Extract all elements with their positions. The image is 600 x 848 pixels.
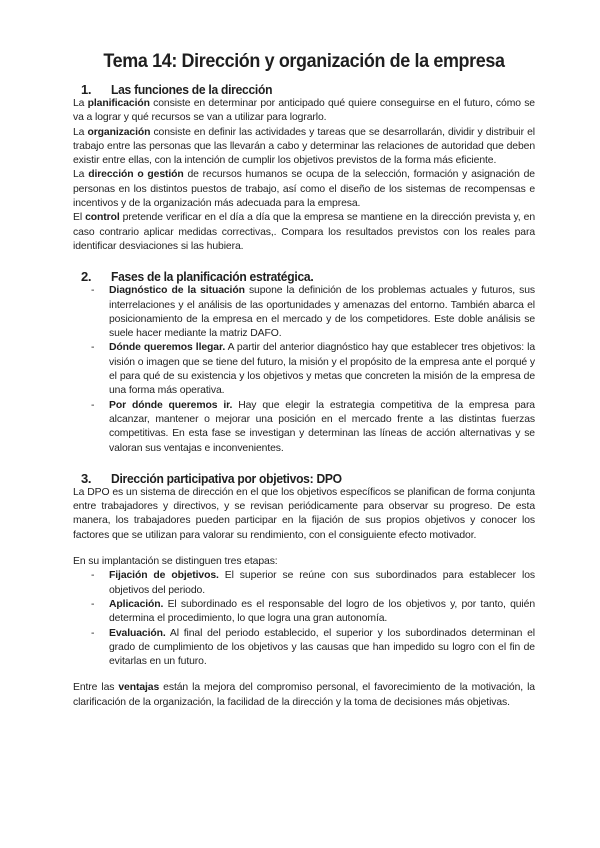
section-1-title: Las funciones de la dirección bbox=[111, 82, 273, 97]
list-item: - Aplicación. El subordinado es el responsable del logro de los objetivos y, por tanto, quién determina el procedimiento, lo que logra una gran autonomía. bbox=[91, 598, 535, 625]
paragraph-etapas: En su implantación se distinguen tres etapas: bbox=[73, 556, 278, 568]
paragraph-dpo: La DPO es un sistema de dirección en el que los objetivos específicos se planifican de forma conjunta entre trabajadores y directivos, y se revisan periódicamente para observar su progreso. De esta manera, los trabajadores pueden participar en la fijación de sus propios objetivos y conocer los factores que se utilizan para valorar su rendimiento, con el consiguiente efecto motivador. bbox=[73, 486, 535, 541]
section-2-number: 2. bbox=[81, 269, 92, 285]
paragraph-planificacion: La planificación consiste en determinar por anticipado qué quiere conseguirse en el futuro, cómo se va a lograr y qué recursos se van a utilizar para lograrlo. bbox=[73, 98, 535, 124]
paragraph-organizacion: La organización consiste en definir las actividades y tareas que se desarrollarán, dividir y distribuir el trabajo entre las personas que las llevarán a cabo y determinar las relaciones de autoridad que deben existir entre ellas, con la intención de cumplir los objetivos previstos de la forma más eficiente. bbox=[73, 126, 535, 167]
paragraph-ventajas: Entre las ventajas están la mejora del compromiso personal, el favorecimiento de la motivación, la clarificación de la organización, la facilidad de la dirección y la toma de decisiones más objetivas. bbox=[73, 682, 535, 708]
section-1-number: 1. bbox=[81, 82, 92, 97]
section-2-list bbox=[73, 284, 535, 456]
list-item: - Por dónde queremos ir. Hay que elegir la estrategia competitiva de la empresa para alcanzar, mantener o mejorar una posición en el mercado frente a las distintas fuerzas competitivas. En esta fase se investigan y determinan las líneas de acción alternativas y se valoran sus ventajas e inconvenientes. bbox=[91, 399, 535, 454]
list-item: - Fijación de objetivos. El superior se reúne con sus subordinados para establecer los objetivos del periodo. bbox=[91, 570, 535, 596]
section-3-heading bbox=[73, 471, 535, 486]
paragraph-control: El control pretende verificar en el día a día que la empresa se mantiene en la dirección prevista y, en caso contrario aplicar medidas correctivas,. Compara los resultados previstos con los reales para identificar desviaciones si las hubiera. bbox=[73, 212, 535, 252]
page-title: Tema 14: Dirección y organización de la empresa bbox=[103, 50, 505, 72]
list-item: - Evaluación. Al final del periodo establecido, el superior y los subordinados determinan el grado de cumplimiento de los objetivos y las causas que han impedido su logro con el fin de evitarlas en un futuro. bbox=[91, 627, 535, 668]
section-2-heading bbox=[73, 269, 535, 284]
section-3-list bbox=[73, 569, 535, 669]
paragraph-direccion: La dirección o gestión de recursos humanos se ocupa de la selección, formación y asignación de personas en los distintos puestos de trabajo, así como el diseño de los sistemas de recompensas e incentivos y de la organización más adecuada para la empresa. bbox=[73, 169, 535, 210]
section-3-title: Dirección participativa por objetivos: DPO bbox=[111, 470, 342, 486]
section-2-title: Fases de la planificación estratégica. bbox=[111, 269, 314, 285]
document-page bbox=[73, 50, 535, 710]
section-1-heading bbox=[73, 82, 535, 97]
list-item: - Dónde queremos llegar. A partir del anterior diagnóstico hay que establecer tres objetivos: la visión o imagen que se tiene del futuro, la misión y el propósito de la empresa ante el porqué y el para qué de su existencia y los objetivos y metas que concreten la misión de la empresa de una forma más operativa. bbox=[91, 342, 536, 397]
section-3-number: 3. bbox=[81, 470, 92, 486]
list-item: - Diagnóstico de la situación supone la definición de los problemas actuales y futuros, sus interrelaciones y el análisis de las oportunidades y amenazas del entorno. También abarca el posicionamiento de la empresa en el mercado y de los competidores. Este doble análisis se suele hacer mediante la matriz DAFO. bbox=[91, 285, 535, 340]
